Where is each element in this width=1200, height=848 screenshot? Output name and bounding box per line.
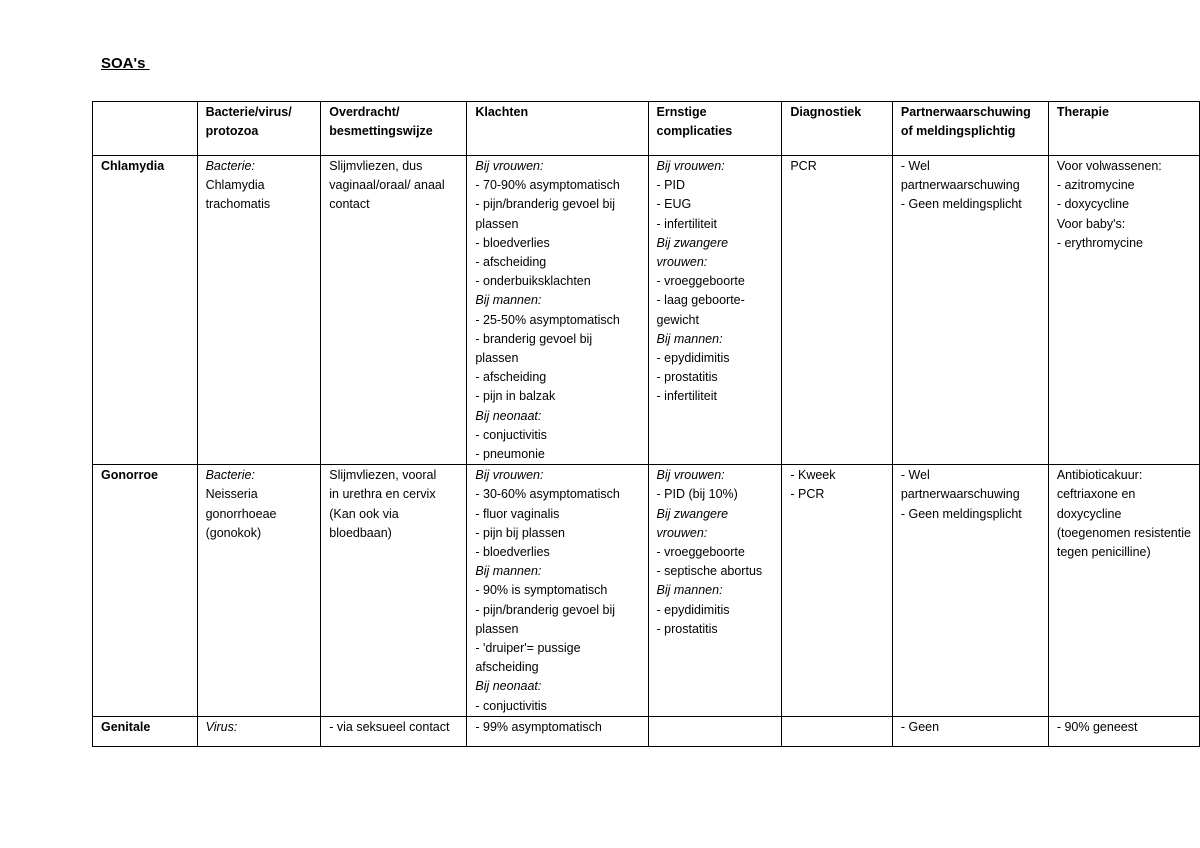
cell-line: ceftriaxone en — [1056, 487, 1136, 502]
cell-line: - vroeggeboorte — [656, 274, 745, 289]
cell-line: - afscheiding — [475, 370, 547, 385]
cell-complications — [648, 716, 782, 746]
cell-line: gewicht — [656, 312, 699, 327]
cell-diagnostics — [782, 156, 893, 465]
table-row — [93, 465, 1200, 717]
cell-line: - Wel — [900, 468, 930, 483]
cell-line: vrouwen: — [656, 525, 708, 540]
cell-line: - Kweek — [790, 468, 836, 483]
cell-line: Bacterie: — [205, 159, 255, 173]
cell-line: plassen — [475, 351, 519, 366]
cell-line: partnerwaarschuwing — [900, 487, 1020, 502]
cell-transmission — [321, 156, 467, 465]
cell-complaints — [467, 716, 648, 746]
header-transmission: Overdracht/ besmettingswijze — [321, 102, 467, 156]
cell-line: - Geen meldingsplicht — [900, 197, 1022, 212]
cell-pathogen — [197, 465, 321, 717]
cell-line: - pijn bij plassen — [475, 525, 565, 540]
cell-line: Chlamydia — [205, 178, 265, 193]
cell-line: - doxycycline — [1056, 197, 1130, 212]
cell-line: Virus: — [205, 719, 238, 734]
cell-line: - 90% geneest — [1056, 719, 1138, 734]
cell-line: - laag geboorte- — [656, 293, 745, 308]
cell-line: - PCR — [790, 487, 825, 502]
cell-line: - epydidimitis — [656, 602, 730, 617]
cell-complaints — [467, 465, 648, 717]
cell-line: contact — [329, 197, 370, 212]
cell-line: Voor baby's: — [1056, 216, 1126, 231]
cell-line: Bij vrouwen: — [475, 159, 544, 173]
cell-complaints — [467, 156, 648, 465]
cell-transmission — [321, 465, 467, 717]
cell-partner-notification — [892, 716, 1048, 746]
cell-line: Bij mannen: — [475, 564, 542, 579]
cell-line: - prostatitis — [656, 370, 718, 385]
header-pathogen: Bacterie/virus/ protozoa — [197, 102, 321, 156]
cell-line: - pneumonie — [475, 447, 545, 462]
cell-line: Voor volwassenen: — [1056, 159, 1162, 173]
cell-line: - conjuctivitis — [475, 427, 547, 442]
row-label: Chlamydia — [93, 156, 198, 465]
cell-line: plassen — [475, 216, 519, 231]
cell-line: - PID — [656, 178, 686, 193]
cell-line: - 90% is symptomatisch — [475, 583, 608, 598]
cell-line: - fluor vaginalis — [475, 506, 560, 521]
cell-complications — [648, 465, 782, 717]
header-partner-notification: Partnerwaarschuwing of meldingsplichtig — [892, 102, 1048, 156]
cell-line: - conjuctivitis — [475, 698, 547, 713]
header-complications: Ernstige complicaties — [648, 102, 782, 156]
cell-line: - infertiliteit — [656, 216, 717, 231]
cell-line: - bloedverlies — [475, 235, 550, 250]
cell-line: bloedbaan) — [329, 525, 392, 540]
cell-line: - EUG — [656, 197, 692, 212]
cell-line: - via seksueel contact — [329, 719, 450, 734]
cell-line: - prostatitis — [656, 621, 718, 636]
cell-line: Bacterie: — [205, 468, 255, 483]
table-row — [93, 156, 1200, 465]
cell-line: - infertiliteit — [656, 389, 717, 404]
cell-line: - branderig gevoel bij — [475, 331, 593, 346]
cell-line: Bij vrouwen: — [656, 159, 725, 173]
row-label: Gonorroe — [93, 465, 198, 717]
cell-line: - 99% asymptomatisch — [475, 719, 602, 734]
cell-line: Bij mannen: — [656, 331, 723, 346]
cell-line: Bij mannen: — [475, 293, 542, 308]
cell-line: Bij zwangere — [656, 506, 729, 521]
cell-line: - erythromycine — [1056, 235, 1143, 250]
cell-line: - 70-90% asymptomatisch — [475, 178, 620, 193]
cell-line: plassen — [475, 621, 519, 636]
cell-line: Bij neonaat: — [475, 408, 542, 423]
cell-partner-notification — [892, 465, 1048, 717]
cell-line: - Geen meldingsplicht — [900, 506, 1022, 521]
cell-line: Bij mannen: — [656, 583, 723, 598]
cell-line: Antibioticakuur: — [1056, 468, 1143, 483]
cell-complications — [648, 156, 782, 465]
cell-pathogen — [197, 716, 321, 746]
cell-line: Slijmvliezen, dus — [329, 159, 423, 173]
cell-line: - 25-50% asymptomatisch — [475, 312, 620, 327]
cell-therapy — [1048, 156, 1199, 465]
header-therapy: Therapie — [1048, 102, 1199, 156]
cell-line: afscheiding — [475, 660, 539, 675]
cell-line: - epydidimitis — [656, 351, 730, 366]
cell-therapy — [1048, 716, 1199, 746]
cell-diagnostics — [782, 465, 893, 717]
cell-line: doxycycline — [1056, 506, 1122, 521]
cell-line: - Geen — [900, 719, 940, 734]
cell-line: - 30-60% asymptomatisch — [475, 487, 620, 502]
cell-line: - septische abortus — [656, 564, 763, 579]
cell-line: Neisseria — [205, 487, 258, 502]
cell-transmission — [321, 716, 467, 746]
cell-line: Bij zwangere — [656, 235, 729, 250]
header-complaints: Klachten — [467, 102, 648, 156]
cell-line: Bij vrouwen: — [656, 468, 725, 483]
cell-line: trachomatis — [205, 197, 271, 212]
cell-line: Bij neonaat: — [475, 679, 542, 694]
row-label: Genitale — [93, 716, 198, 746]
cell-line: - bloedverlies — [475, 545, 550, 560]
cell-line: vaginaal/oraal/ anaal — [329, 178, 445, 193]
cell-line: in urethra en cervix — [329, 487, 436, 502]
cell-line: partnerwaarschuwing — [900, 178, 1020, 193]
cell-line: Slijmvliezen, vooral — [329, 468, 437, 483]
cell-line: (gonokok) — [205, 525, 262, 540]
cell-line: - PID (bij 10%) — [656, 487, 738, 502]
soa-table — [92, 101, 1200, 747]
cell-line: Bij vrouwen: — [475, 468, 544, 483]
cell-line: gonorrhoeae — [205, 506, 277, 521]
table-header-row — [93, 102, 1200, 156]
cell-line: - vroeggeboorte — [656, 545, 745, 560]
cell-line: - pijn/branderig gevoel bij — [475, 602, 616, 617]
cell-line: (Kan ook via — [329, 506, 399, 521]
cell-line: - azitromycine — [1056, 178, 1135, 193]
table-row — [93, 716, 1200, 746]
cell-line: - onderbuiksklachten — [475, 274, 591, 289]
cell-line: PCR — [790, 159, 817, 173]
header-row-label — [93, 102, 198, 156]
cell-line: - Wel — [900, 159, 930, 173]
cell-line: - afscheiding — [475, 255, 547, 270]
cell-diagnostics — [782, 716, 893, 746]
cell-line: - 'druiper'= pussige — [475, 641, 581, 656]
cell-line: (toegenomen resistentie — [1056, 525, 1191, 540]
cell-line: - pijn in balzak — [475, 389, 556, 404]
cell-partner-notification — [892, 156, 1048, 465]
document-title: SOA's — [101, 55, 150, 72]
cell-line: - pijn/branderig gevoel bij — [475, 197, 616, 212]
header-diagnostics: Diagnostiek — [782, 102, 893, 156]
cell-line: tegen penicilline) — [1056, 545, 1151, 560]
cell-line: vrouwen: — [656, 255, 708, 270]
cell-therapy — [1048, 465, 1199, 717]
cell-pathogen — [197, 156, 321, 465]
